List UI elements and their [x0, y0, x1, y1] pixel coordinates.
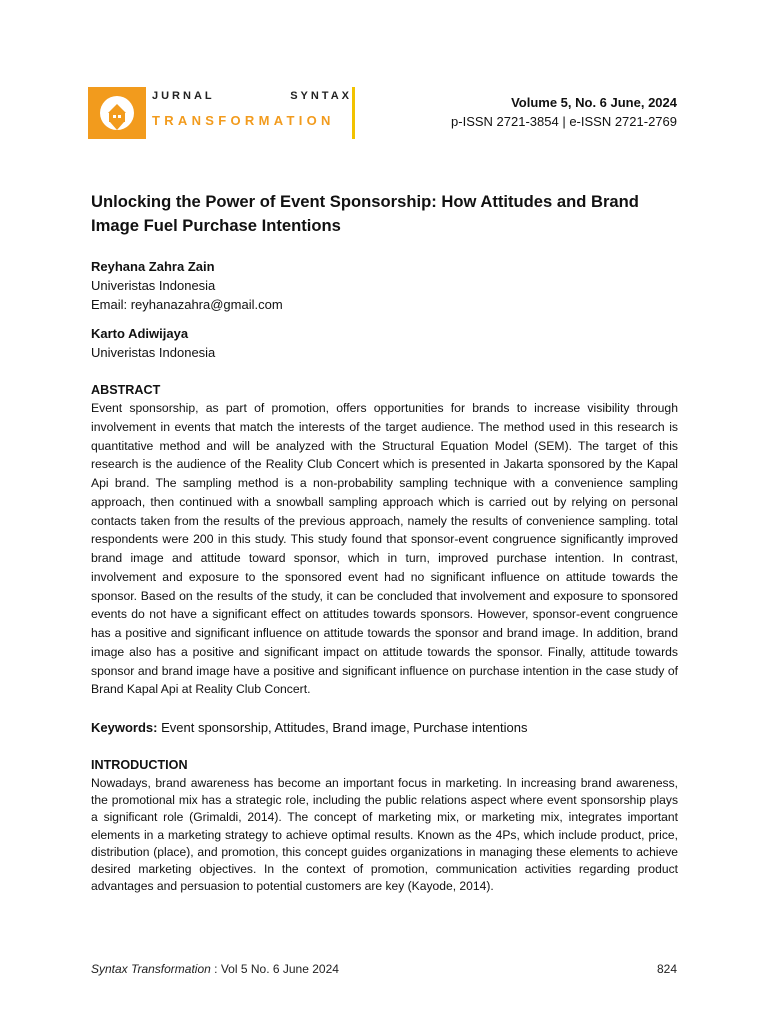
wordmark-syntax: SYNTAX: [290, 90, 352, 102]
issue-issn: p-ISSN 2721-3854 | e-ISSN 2721-2769: [451, 114, 677, 129]
author-2-name: Karto Adiwijaya: [91, 326, 189, 341]
wordmark-jurnal: JURNAL: [152, 90, 215, 102]
abstract-heading: ABSTRACT: [91, 383, 161, 397]
introduction-heading: INTRODUCTION: [91, 758, 188, 772]
journal-wordmark: [152, 90, 352, 128]
keywords-text: Event sponsorship, Attitudes, Brand image, Purchase intentions: [161, 720, 528, 735]
page-number: 824: [656, 962, 677, 976]
abstract-text: Event sponsorship, as part of promotion, offers opportunities for brands to increase visibility through involvement in events that match the interests of the target audience. The method used in this research is quantitative method and will be analyzed with the Structural Equation Model (SEM). The target of this research is the audience of the Reality Club Concert which is presented in Jakarta sponsored by the Kapal Api brand. The sampling method is a non-probability sampling technique with a convenience sampling approach, then continued with a snowball sampling approach which is carried out by relying on personal contacts taken from the results of the previous approach, namely the results of convenience sampling. total respondents were 200 in this study. This study found that sponsor-event congruence significantly improved brand image and attitude toward sponsor, which in turn, improved purchase intention. In contrast, involvement and exposure to the sponsored event had no significant influence on attitude towards the sponsor. Based on the results of the study, it can be concluded that involvement and exposure to sponsored events do not have a significant effect on attitudes towards sponsors. However, sponsor-event congruence has a positive and significant influence on attitude towards the sponsor and brand image. In addition, brand image also has a positive and significant impact on attitude towards the sponsor. Finally, attitude towards sponsor and brand image have a positive and significant influence on purchase intention in the case study of Brand Kapal Api at Reality Club Concert.: [91, 401, 678, 697]
footer-citation: [91, 962, 339, 976]
footer-issue: : Vol 5 No. 6 June 2024: [210, 962, 339, 976]
issue-volume: Volume 5, No. 6 June, 2024: [511, 95, 677, 110]
building-logo-icon: [88, 87, 146, 139]
author-2-affiliation: Univeristas Indonesia: [91, 345, 216, 360]
footer-journal-name: Syntax Transformation: [91, 962, 211, 976]
introduction-text: Nowadays, brand awareness has become an important focus in marketing. In increasing brand awareness, the promotional mix has a strategic role, including the public relations aspect where event sponsorship plays a significant role (Grimaldi, 2014). The concept of marketing mix, or marketing mix, integrates important elements in a marketing strategy to achieve optimal results. Known as the 4Ps, which include product, price, distribution (place), and promotion, this concept guides organizations in managing these elements to achieve desired marketing objectives. In the context of promotion, communication activities regarding product advantages and persuasion to potential customers are key (Kayode, 2014).: [91, 776, 678, 894]
wordmark-transformation: TRANSFORMATION: [152, 113, 335, 128]
author-1-affiliation: Univeristas Indonesia: [91, 278, 216, 293]
keywords-label: Keywords:: [91, 720, 158, 735]
author-1-name: Reyhana Zahra Zain: [91, 259, 215, 274]
author-1-email: Email: reyhanazahra@gmail.com: [91, 297, 283, 312]
keywords-line: [91, 720, 527, 735]
journal-logo: [88, 87, 146, 139]
paper-title: Unlocking the Power of Event Sponsorship: How Attitudes and Brand Image Fuel Purchase Intentions: [91, 192, 639, 235]
logo-divider: [352, 87, 355, 139]
